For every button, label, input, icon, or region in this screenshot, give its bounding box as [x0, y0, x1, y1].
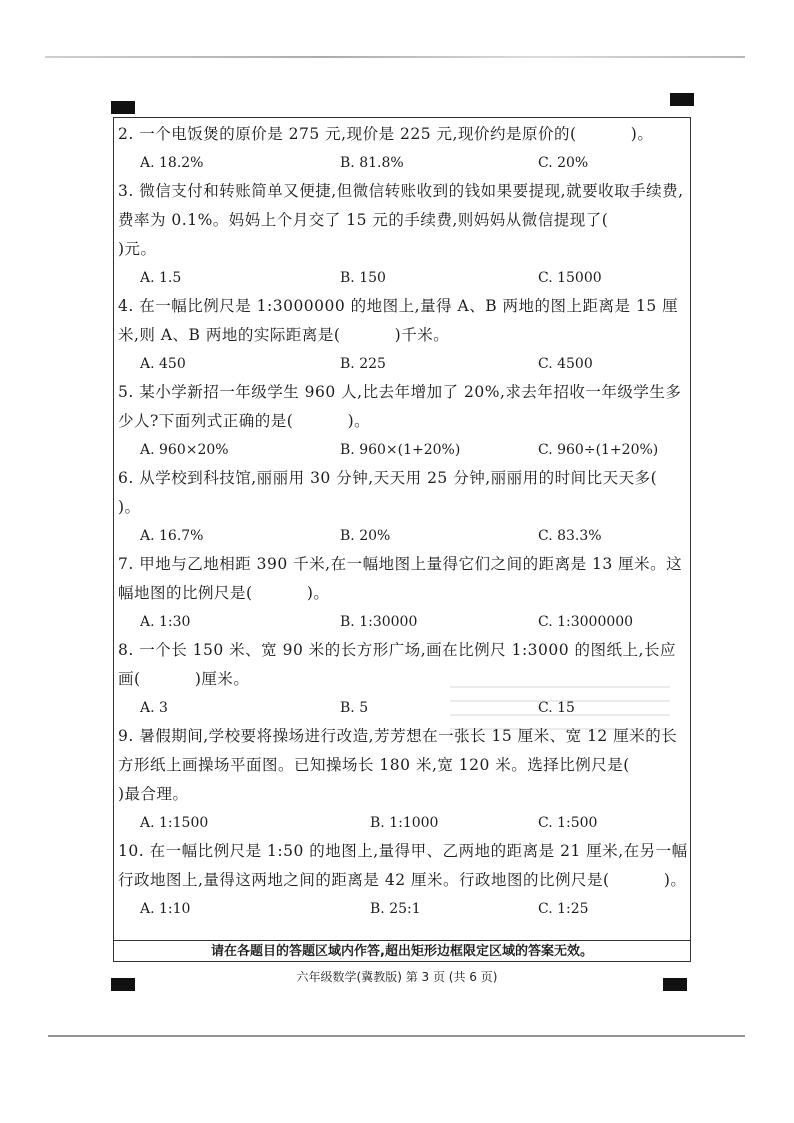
options-row — [118, 149, 688, 177]
option-b: B. 20% — [340, 528, 391, 544]
option-a: A. 960×20% — [140, 442, 229, 458]
option-a: A. 450 — [140, 356, 186, 372]
question-3 — [118, 177, 688, 292]
registration-mark — [670, 93, 694, 106]
question-stem: 9. 暑假期间,学校要将操场进行改造,芳芳想在一张长 15 厘米、宽 12 厘米的长方形纸上画操场平面图。已知操场长 180 米,宽 120 米。选择比例尺是( )最合理。 — [118, 727, 685, 803]
option-b: B. 225 — [340, 356, 386, 372]
question-4 — [118, 292, 688, 378]
answer-area-notice: 请在各题目的答题区域内作答,超出矩形边框限定区域的答案无效。 — [113, 940, 691, 962]
option-b: B. 5 — [340, 700, 369, 716]
option-b: B. 1:1000 — [370, 815, 439, 831]
question-stem: 10. 在一幅比例尺是 1:50 的地图上,量得甲、乙两地的距离是 21 厘米,在另一幅行政地图上,量得这两地之间的距离是 42 厘米。行政地图的比例尺是( )。 — [118, 842, 688, 889]
options-row — [118, 608, 688, 636]
question-2 — [118, 120, 688, 177]
option-c: C. 960÷(1+20%) — [538, 442, 659, 458]
option-a: A. 1:30 — [140, 614, 191, 630]
question-6 — [118, 464, 712, 550]
option-a: A. 18.2% — [140, 155, 204, 171]
question-9 — [118, 722, 688, 837]
question-stem: 7. 甲地与乙地相距 390 千米,在一幅地图上量得它们之间的距离是 13 厘米。这幅地图的比例尺是( )。 — [118, 555, 683, 602]
option-c: C. 1:3000000 — [538, 614, 634, 630]
options-row — [118, 436, 688, 464]
options-row — [118, 350, 688, 378]
options-row — [118, 895, 688, 923]
option-c: C. 15 — [538, 700, 575, 716]
option-c: C. 1:25 — [538, 901, 589, 917]
question-stem: 8. 一个长 150 米、宽 90 米的长方形广场,画在比例尺 1:3000 的图纸上,长应画( )厘米。 — [118, 641, 676, 688]
scan-edge-bottom — [48, 1035, 745, 1037]
option-b: B. 81.8% — [340, 155, 404, 171]
option-b: B. 150 — [340, 270, 386, 286]
option-b: B. 960×(1+20%) — [340, 442, 461, 458]
question-7 — [118, 550, 688, 636]
option-c: C. 1:500 — [538, 815, 598, 831]
question-stem: 5. 某小学新招一年级学生 960 人,比去年增加了 20%,求去年招收一年级学生多少人?下面列式正确的是( )。 — [118, 383, 682, 430]
option-c: C. 4500 — [538, 356, 593, 372]
option-a: A. 16.7% — [140, 528, 204, 544]
option-a: A. 1:10 — [140, 901, 191, 917]
question-5 — [118, 378, 688, 464]
question-stem: 4. 在一幅比例尺是 1:3000000 的地图上,量得 A、B 两地的图上距离是 15 厘米,则 A、B 两地的实际距离是( )千米。 — [118, 297, 679, 344]
options-row — [118, 264, 688, 292]
question-10 — [118, 837, 688, 923]
option-a: A. 1:1500 — [140, 815, 209, 831]
option-c: C. 15000 — [538, 270, 602, 286]
question-stem: 3. 微信支付和转账简单又便捷,但微信转账收到的钱如果要提现,就要收取手续费,费率为 0.1%。妈妈上个月交了 15 元的手续费,则妈妈从微信提现了( )元。 — [118, 182, 685, 258]
registration-mark — [111, 101, 135, 114]
option-c: C. 20% — [538, 155, 589, 171]
option-c: C. 83.3% — [538, 528, 602, 544]
question-stem: 6. 从学校到科技馆,丽丽用 30 分钟,天天用 25 分钟,丽丽用的时间比天天多( )。 — [118, 469, 712, 516]
option-a: A. 3 — [140, 700, 168, 716]
options-row — [118, 809, 688, 837]
option-b: B. 1:30000 — [340, 614, 418, 630]
question-list — [118, 120, 712, 923]
option-b: B. 25:1 — [370, 901, 421, 917]
question-8 — [118, 636, 688, 722]
scan-edge-top — [45, 56, 745, 58]
options-row — [118, 522, 688, 550]
page-footer: 六年级数学(冀教版) 第 3 页 (共 6 页) — [296, 970, 498, 984]
options-row — [118, 694, 688, 722]
question-stem: 2. 一个电饭煲的原价是 275 元,现价是 225 元,现价约是原价的( )。 — [118, 125, 654, 143]
option-a: A. 1.5 — [140, 270, 182, 286]
